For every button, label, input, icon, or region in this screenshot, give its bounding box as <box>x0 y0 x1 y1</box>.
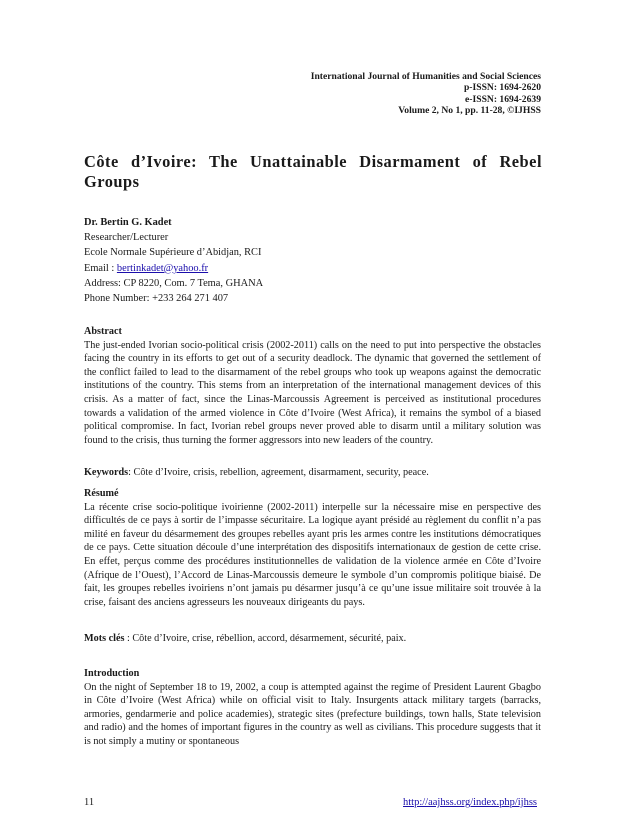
page-number: 11 <box>84 797 95 808</box>
resume-section <box>84 487 541 609</box>
journal-url-link[interactable]: http://aajhss.org/index.php/ijhss <box>403 797 537 808</box>
p-issn: p-ISSN: 1694-2620 <box>463 82 541 94</box>
resume-heading: Résumé <box>84 488 119 499</box>
keywords-text: : Côte d’Ivoire, crisis, rebellion, agreement, disarmament, security, peace. <box>128 467 429 478</box>
keywords-label: Keywords <box>84 467 129 478</box>
volume-info: Volume 2, No 1, pp. 11-28, ©IJHSS <box>398 104 541 116</box>
email-label: Email : <box>84 262 117 274</box>
author-name: Dr. Bertin G. Kadet <box>84 217 172 228</box>
abstract-text: The just-ended Ivorian socio-political crisis (2002-2011) calls on the need to put into perspective the obstacles facing the country in its efforts to get out of a security deadlock. The dynamic that governed the settlement of the conflict failed to lead to the disarmament of the rebel groups who took up weapons against the democratic institutions of the country. This stems from an interpretation of the international management devices of this crisis. As a matter of fact, since the Linas-Marcoussis Agreement is perceived as institutional procedures towards a validation of the armed violence in Côte d’Ivoire (West Africa), it remains the symbol of a biased political compromise. In fact, Ivorian rebel groups never proved able to disarm until a military solution was found to the crisis, thus turning the former aggressors into new leaders of the country. <box>84 339 541 446</box>
author-phone: Phone Number: +233 264 271 407 <box>84 293 229 305</box>
paper-title: Côte d’Ivoire: The Unattainable Disarmament of Rebel Groups <box>84 152 542 191</box>
abstract-section <box>84 325 541 447</box>
abstract-heading: Abstract <box>84 326 122 337</box>
mots-cles-label: Mots clés <box>84 633 125 644</box>
author-email-line <box>84 261 263 276</box>
resume-text: La récente crise socio-politique ivoirienne (2002-2011) interpelle sur la nécessaire mise en perspective des difficultés de ce pays à sortir de l’impasse sécuritaire. La logique ayant présidé au règlement du conflit n’a pas milité en faveur du désarmement des groupes rebelles ayant pris les armes contre les institutions démocratiques de ce pays. Cette situation découle d’une interprétation des dispositifs internationaux de gestion de cette crise. En effet, perçus comme des procédures institutionnelles de validation de la violence armée en Côte d’Ivoire (Afrique de l’Ouest), l’Accord de Linas-Marcoussis demeure le symbole d’un compromis politique biaisé. De fait, les groupes rebelles ivoiriens n’ont jamais pu désarmer jusqu’à ce qu’une issue militaire soit trouvée à la crise, faisant des anciens agresseurs les nouveaux dirigeants du pays. <box>84 501 541 608</box>
author-institution: Ecole Normale Supérieure d’Abidjan, RCI <box>84 247 262 259</box>
introduction-heading: Introduction <box>84 668 140 679</box>
author-block <box>84 215 263 306</box>
keywords-line <box>84 466 541 480</box>
mots-cles-line <box>84 632 541 646</box>
introduction-text: On the night of September 18 to 19, 2002, a coup is attempted against the regime of President Laurent Gbagbo in Côte d’Ivoire (West Africa) while on official visit to Italy. Insurgents attack military targets (barracks, armories, gendarmerie and police academies), strategic sites (prefecture buildings, town halls, State television and radio) and the homes of important figures in the country as well as civilians. This procedure suggests that it is not simply a mutiny or spontaneous <box>84 681 541 747</box>
mots-cles-text: : Côte d’Ivoire, crise, rébellion, accord, désarmement, sécurité, paix. <box>124 633 407 644</box>
introduction-section <box>84 667 541 749</box>
email-link[interactable]: bertinkadet@yahoo.fr <box>116 262 209 274</box>
journal-name: International Journal of Humanities and Social Sciences <box>310 71 541 82</box>
e-issn: e-ISSN: 1694-2639 <box>465 93 541 105</box>
author-address: Address: CP 8220, Com. 7 Tema, GHANA <box>84 277 264 289</box>
author-role: Researcher/Lecturer <box>84 232 169 244</box>
journal-header <box>311 71 541 116</box>
